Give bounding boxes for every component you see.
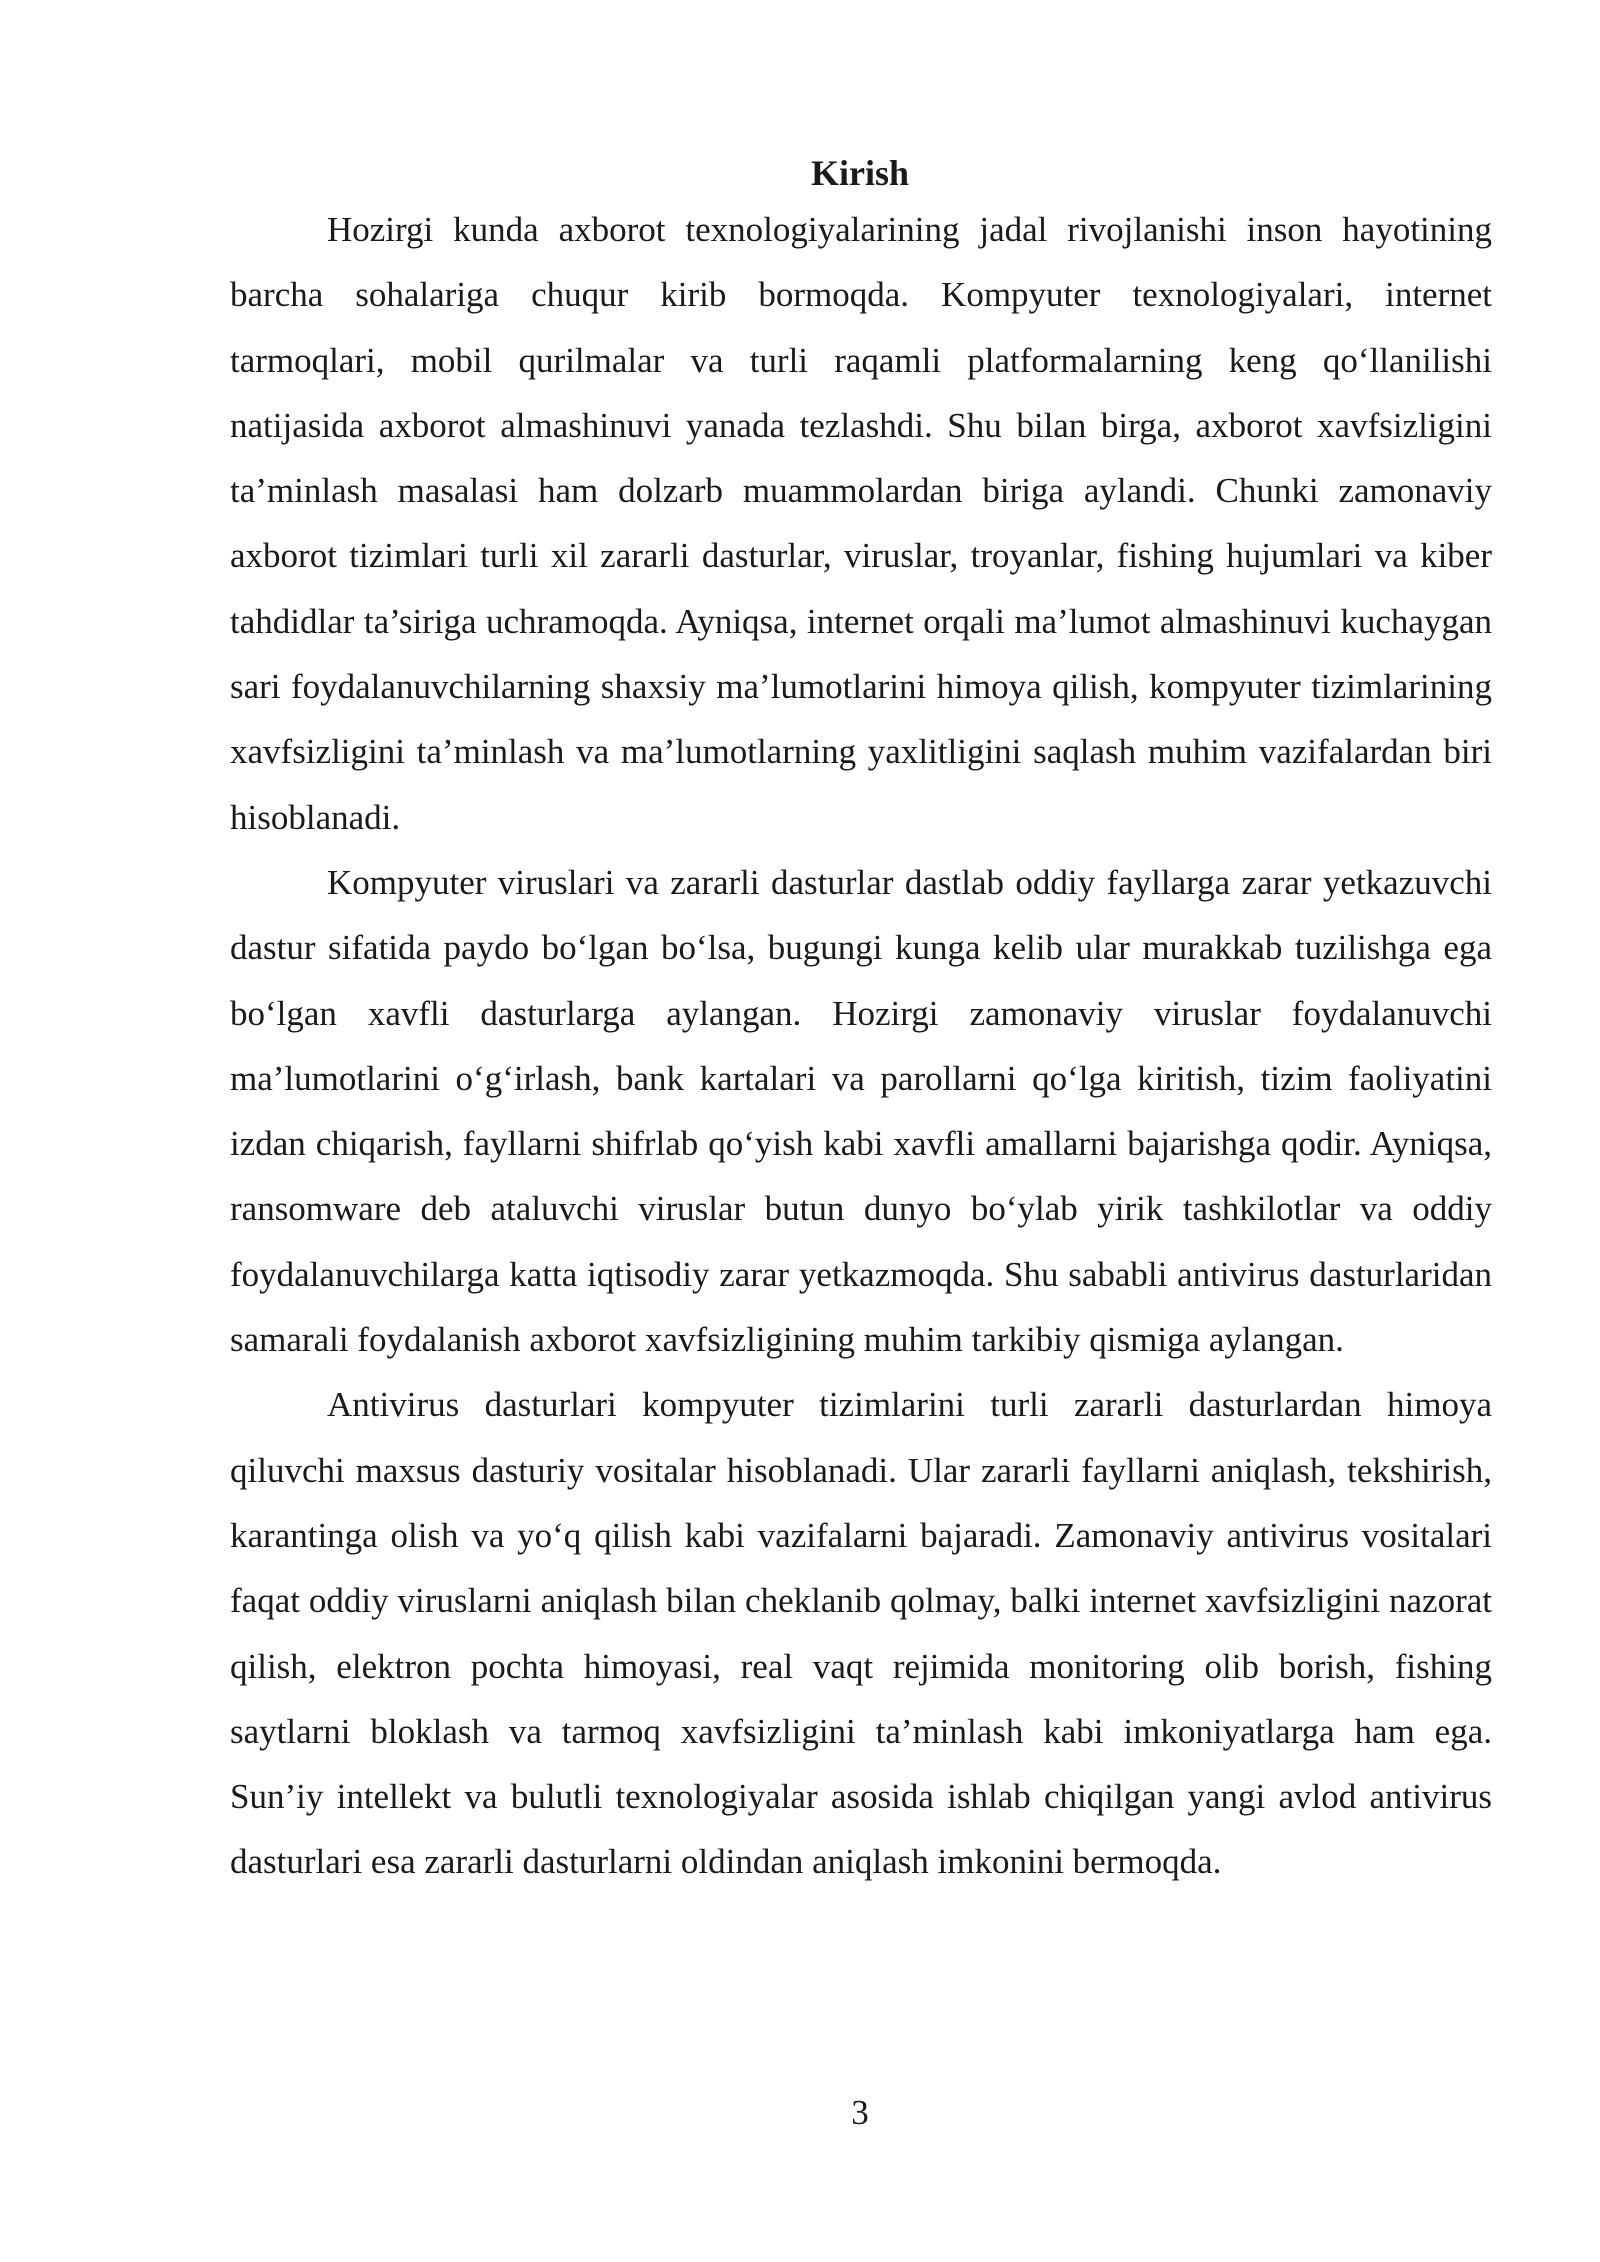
body-text: [230, 197, 1492, 1895]
paragraph-1: Hozirgi kunda axborot texnologiyalarining jadal rivojlanishi inson hayotining barcha sohalariga chuqur kirib bormoqda. Kompyuter texnologiyalari, internet tarmoqlari, mobil qurilmalar va turli raqamli platformalarning keng qo‘llanilishi natijasida axborot almashinuvi yanada tezlashdi. Shu bilan birga, axborot xavfsizligini ta’minlash masalasi ham dolzarb muammolardan biriga aylandi. Chunki zamonaviy axborot tizimlari turli xil zararli dasturlar, viruslar, troyanlar, fishing hujumlari va kiber tahdidlar ta’siriga uchramoqda. Ayniqsa, internet orqali ma’lumot almashinuvi kuchaygan sari foydalanuvchilarning shaxsiy ma’lumotlarini himoya qilish, kompyuter tizimlarining xavfsizligini ta’minlash va ma’lumotlarning yaxlitligini saqlash muhim vazifalardan biri hisoblanadi.: [230, 210, 1492, 837]
paragraph-3: Antivirus dasturlari kompyuter tizimlarini turli zararli dasturlardan himoya qiluvchi maxsus dasturiy vositalar hisoblanadi. Ular zararli fayllarni aniqlash, tekshirish, karantinga olish va yo‘q qilish kabi vazifalarni bajaradi. Zamonaviy antivirus vositalari faqat oddiy viruslarni aniqlash bilan cheklanib qolmay, balki internet xavfsizligini nazorat qilish, elektron pochta himoyasi, real vaqt rejimida monitoring olib borish, fishing saytlarni bloklash va tarmoq xavfsizligini ta’minlash kabi imkoniyatlarga ham ega. Sun’iy intellekt va bulutli texnologiyalar asosida ishlab chiqilgan yangi avlod antivirus dasturlari esa zararli dasturlarni oldindan aniqlash imkonini bermoqda.: [230, 1385, 1492, 1882]
paragraph-2: Kompyuter viruslari va zararli dasturlar dastlab oddiy fayllarga zarar yetkazuvchi dastur sifatida paydo bo‘lgan bo‘lsa, bugungi kunga kelib ular murakkab tuzilishga ega bo‘lgan xavfli dasturlarga aylangan. Hozirgi zamonaviy viruslar foydalanuvchi ma’lumotlarini o‘g‘irlash, bank kartalari va parollarni qo‘lga kiritish, tizim faoliyatini izdan chiqarish, fayllarni shifrlab qo‘yish kabi xavfli amallarni bajarishga qodir. Ayniqsa, ransomware deb ataluvchi viruslar butun dunyo bo‘ylab yirik tashkilotlar va oddiy foydalanuvchilarga katta iqtisodiy zarar yetkazmoqda. Shu sababli antivirus dasturlaridan samarali foydalanish axborot xavfsizligining muhim tarkibiy qismiga aylangan.: [230, 862, 1492, 1360]
page-number: 3: [851, 2093, 869, 2132]
page-title: Kirish: [810, 153, 909, 193]
